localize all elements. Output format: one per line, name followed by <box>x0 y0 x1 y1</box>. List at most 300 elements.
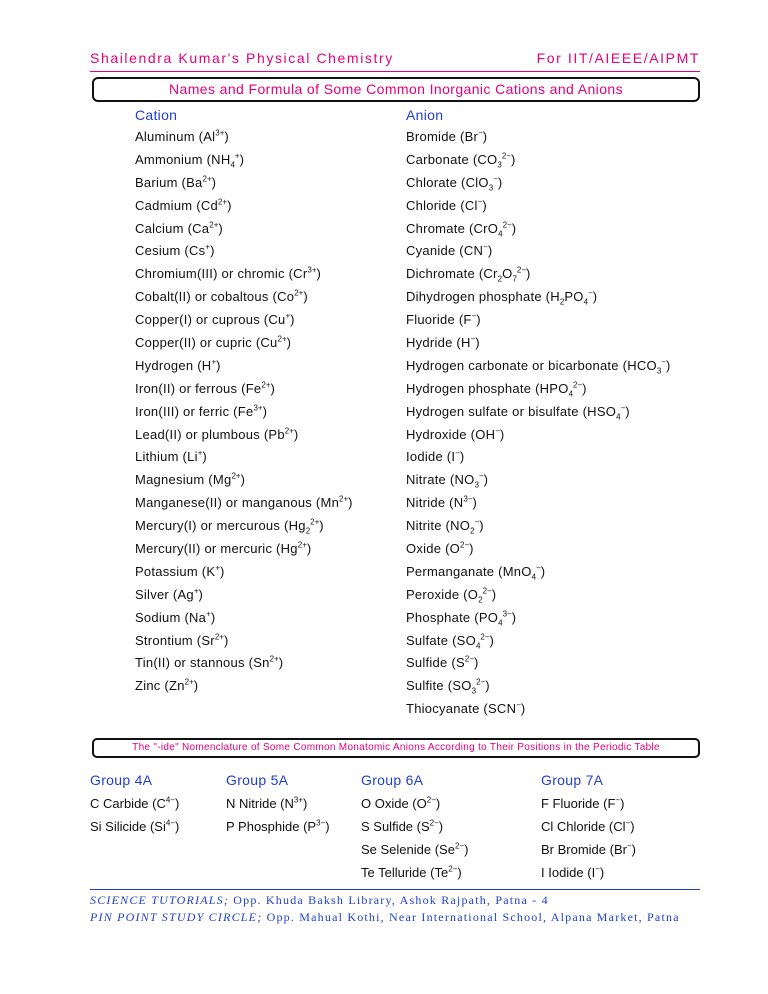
ion-list-item <box>406 492 671 515</box>
ion-charge: − <box>478 472 484 482</box>
ion-subscript: 4 <box>230 160 235 170</box>
ion-list-item <box>406 675 671 698</box>
ion-list-item <box>135 263 353 286</box>
ion-name: Dihydrogen phosphate (H <box>406 289 560 305</box>
ion-charge: − <box>474 517 480 527</box>
ion-list-item <box>406 652 671 675</box>
ion-list-item <box>406 469 671 492</box>
ion-text: ) <box>499 426 505 442</box>
ion-list-item <box>406 424 671 447</box>
ion-name: Zinc (Zn <box>135 678 185 694</box>
ion-text: ) <box>665 357 671 373</box>
ion-text: ) <box>224 129 230 144</box>
ion-subscript: 3 <box>471 686 477 696</box>
ion-name: Bromide (Br <box>406 129 479 144</box>
ion-charge: 2+ <box>209 220 219 230</box>
ion-charge: 2− <box>502 220 512 230</box>
ion-text: ) <box>303 796 308 811</box>
ion-text: ) <box>435 796 441 811</box>
ion-charge: − <box>477 197 483 207</box>
ion-charge: 3+ <box>253 403 263 413</box>
ion-subscript: 2 <box>470 526 475 536</box>
ion-text: ) <box>469 541 474 557</box>
ion-charge: 2− <box>429 818 439 828</box>
ion-list-item <box>226 792 330 815</box>
ion-name: Lead(II) or plumbous (Pb <box>135 426 285 442</box>
ion-name: Iodide (I <box>406 449 456 465</box>
ion-name: S Sulfide (S <box>361 819 430 834</box>
ion-subscript: 4 <box>616 412 621 422</box>
ion-subscript: 2 <box>305 526 311 536</box>
ion-text: ) <box>625 403 630 419</box>
ion-charge: 2+ <box>339 494 349 504</box>
ion-text: ) <box>582 380 587 396</box>
ion-charge: 2+ <box>297 540 307 550</box>
ion-subscript: 3 <box>474 480 479 490</box>
group-heading: Group 4A <box>90 772 153 788</box>
ion-text: ) <box>306 541 312 557</box>
ion-charge: 2− <box>480 632 490 642</box>
ion-subscript: 4 <box>568 389 574 399</box>
ion-name: Nitrite (NO <box>406 518 471 534</box>
ion-name: Ammonium (NH <box>135 151 231 167</box>
ion-charge: 2− <box>426 795 436 805</box>
ion-name: Potassium (K <box>135 563 216 579</box>
ion-text: ) <box>475 335 480 351</box>
ion-name: F Fluoride (F <box>541 796 616 811</box>
ion-charge: 2+ <box>310 517 320 527</box>
ion-list-item <box>135 630 353 653</box>
ion-text: ) <box>325 819 330 834</box>
ion-text: ) <box>599 865 605 880</box>
ion-list-item <box>135 195 353 218</box>
ion-list-item <box>406 218 671 241</box>
footer-line-1 <box>90 893 549 908</box>
ion-name: Chloride (Cl <box>406 197 478 213</box>
ion-text: ) <box>485 678 490 694</box>
ion-name: O Oxide (O <box>361 796 427 811</box>
ion-subscript: 4 <box>583 297 589 307</box>
ion-text: ) <box>464 842 469 857</box>
ion-list-item <box>135 492 353 515</box>
ion-text: ) <box>457 865 462 880</box>
ion-text: ) <box>303 289 308 305</box>
ion-charge: 2+ <box>284 426 294 436</box>
group-item-list <box>226 792 330 838</box>
ion-subscript: 2 <box>478 595 483 605</box>
ion-charge: 2+ <box>294 288 304 298</box>
ion-name: Nitride (N <box>406 495 464 511</box>
ion-text: ) <box>620 796 625 811</box>
ion-subscript: 2 <box>497 274 503 284</box>
ion-text: ) <box>210 609 216 625</box>
ion-list-item <box>135 126 353 149</box>
ion-list-item <box>361 838 468 861</box>
ion-name: Tin(II) or stannous (Sn <box>135 655 270 671</box>
ion-subscript: 3 <box>488 183 494 193</box>
ion-text: ) <box>239 151 245 167</box>
ion-name: Iron(II) or ferrous (Fe <box>135 380 262 396</box>
ion-name: Aluminum (Al <box>135 129 216 144</box>
ion-text: ) <box>202 449 207 465</box>
ion-name: Strontium (Sr <box>135 632 215 648</box>
ion-text: ) <box>348 495 353 511</box>
ion-text: ) <box>487 243 493 259</box>
ion-name: Sulfate (SO <box>406 632 476 648</box>
ion-name: Manganese(II) or manganous (Mn <box>135 495 340 511</box>
ion-name: Hydrogen phosphate (HPO <box>406 380 569 396</box>
ion-text: ) <box>511 220 517 236</box>
ion-name: Dichromate (Cr <box>406 266 498 282</box>
ion-text: ) <box>227 197 232 213</box>
ion-list-item <box>541 838 636 861</box>
ion-name: Thiocyanate (SCN <box>406 701 517 717</box>
table-title: Names and Formula of Some Common Inorganic Cations and Anions <box>92 77 700 102</box>
ion-name: Sodium (Na <box>135 609 207 625</box>
anion-column-heading: Anion <box>406 107 444 123</box>
ion-name: Magnesium (Mg <box>135 472 232 488</box>
ion-text: ) <box>286 335 292 351</box>
ion-text: ) <box>511 609 517 625</box>
ion-text: ) <box>497 174 503 190</box>
ion-list-item <box>406 286 671 309</box>
ion-subscript: 4 <box>475 641 481 651</box>
ion-list-item <box>406 630 671 653</box>
ion-charge: 2+ <box>231 472 241 482</box>
ion-charge: 3− <box>502 609 512 619</box>
ion-name: Hydrogen sulfate or bisulfate (HSO <box>406 403 617 419</box>
ion-text: ) <box>510 151 516 167</box>
ion-charge: 2+ <box>202 174 212 184</box>
ion-text: PO <box>564 289 584 305</box>
ion-name: Barium (Ba <box>135 174 203 190</box>
ion-name: Cyanide (CN <box>406 243 484 259</box>
ion-name: Copper(I) or cuprous (Cu <box>135 312 286 328</box>
footer-text-2: Opp. Mahual Kothi, Near International School, Alpana Market, Patna <box>262 910 680 924</box>
ion-charge: − <box>516 700 521 710</box>
ion-name: Se Selenide (Se <box>361 842 455 857</box>
ion-text: ) <box>211 174 217 190</box>
ion-text: ) <box>293 426 299 442</box>
ion-text: ) <box>520 701 526 717</box>
footer-label-2: PIN POINT STUDY CIRCLE; <box>90 910 263 924</box>
ion-charge: 2− <box>573 380 583 390</box>
ion-list-item <box>406 240 671 263</box>
ion-name: Fluoride (F <box>406 312 472 328</box>
ion-charge: − <box>661 357 666 367</box>
ion-list-item <box>135 561 353 584</box>
footer-text-1: Opp. Khuda Baksh Library, Ashok Rajpath, Patna - 4 <box>229 893 549 907</box>
ion-name: Sulfide (S <box>406 655 465 671</box>
ion-text: ) <box>198 586 204 602</box>
ion-charge: 2− <box>501 151 511 161</box>
ion-charge: 3+ <box>307 266 317 276</box>
ion-charge: − <box>595 864 600 874</box>
ion-list-item <box>135 240 353 263</box>
ion-name: Nitrate (NO <box>406 472 475 488</box>
ion-name: I Iodide (I <box>541 865 596 880</box>
ion-list-item <box>135 607 353 630</box>
ion-name: C Carbide (C <box>90 796 166 811</box>
ion-charge: + <box>193 586 199 596</box>
ion-list-item <box>90 792 179 815</box>
ion-list-item <box>135 469 353 492</box>
ion-name: Hydride (H <box>406 335 471 351</box>
ion-list-item <box>406 332 671 355</box>
group-4a <box>90 768 179 838</box>
ion-charge: − <box>625 818 631 828</box>
ion-list-item <box>406 309 671 332</box>
ion-subscript: 3 <box>656 366 662 376</box>
ion-charge: 4− <box>165 818 175 828</box>
ion-text: ) <box>278 655 284 671</box>
ion-name: Hydrogen (H <box>135 357 212 373</box>
header-rule <box>90 71 700 72</box>
ion-text: ) <box>592 289 598 305</box>
ion-list-item <box>406 584 671 607</box>
ion-list-item <box>361 792 468 815</box>
ion-charge: − <box>471 311 477 321</box>
ion-list-item <box>406 698 671 721</box>
ion-charge: 2+ <box>277 334 287 344</box>
ion-charge: 3+ <box>215 128 225 138</box>
ion-list-item <box>406 378 671 401</box>
ion-list-item <box>406 607 671 630</box>
ion-name: Cesium (Cs <box>135 243 206 259</box>
ion-charge: 3− <box>316 818 326 828</box>
group-item-list <box>541 792 636 884</box>
ion-name: P Phosphide (P <box>226 819 317 834</box>
ion-charge: 2+ <box>214 632 224 642</box>
ion-text: ) <box>262 403 268 419</box>
ion-name: Iron(III) or ferric (Fe <box>135 403 254 419</box>
ion-charge: − <box>626 841 632 851</box>
ion-charge: + <box>211 357 217 367</box>
ion-name: Mercury(II) or mercuric (Hg <box>135 541 298 557</box>
ion-charge: 2− <box>460 540 470 550</box>
ion-charge: + <box>215 563 220 573</box>
ion-text: O <box>502 266 513 282</box>
ion-name: Oxide (O <box>406 541 461 557</box>
page-header-right: For IIT/AIEEE/AIPMT <box>536 50 700 66</box>
ion-name: Chromium(III) or chromic (Cr <box>135 266 308 282</box>
ion-list-item <box>406 195 671 218</box>
ion-charge: − <box>493 174 498 184</box>
ion-charge: 2− <box>476 678 486 688</box>
ion-name: Carbonate (CO <box>406 151 498 167</box>
ion-list-item <box>541 792 636 815</box>
ion-text: ) <box>476 312 481 328</box>
ion-text: ) <box>193 678 199 694</box>
ion-list-item <box>135 355 353 378</box>
group-heading: Group 5A <box>226 772 289 788</box>
ion-list-item <box>135 332 353 355</box>
ion-name: Lithium (Li <box>135 449 198 465</box>
ion-list-item <box>135 401 353 424</box>
ion-charge: + <box>285 311 291 321</box>
ion-charge: + <box>205 243 211 253</box>
ion-list-item <box>541 861 636 884</box>
ion-name: Permanganate (MnO <box>406 563 532 579</box>
ion-list-item <box>135 149 353 172</box>
ion-subscript: 3 <box>497 160 502 170</box>
ion-subscript: 4 <box>531 572 537 582</box>
group-heading: Group 6A <box>361 772 424 788</box>
ion-name: Sulfite (SO <box>406 678 472 694</box>
footer-rule <box>90 889 700 890</box>
ion-charge: 2− <box>482 586 492 596</box>
ion-list-item <box>135 378 353 401</box>
ion-text: ) <box>210 243 215 259</box>
ion-charge: + <box>206 609 211 619</box>
ion-list-item <box>406 149 671 172</box>
group-item-list <box>90 792 179 838</box>
ion-name: Si Silicide (Si <box>90 819 166 834</box>
ion-list-item <box>135 172 353 195</box>
ion-list-item <box>541 815 636 838</box>
ion-charge: 2+ <box>269 655 279 665</box>
ion-text: ) <box>290 312 295 328</box>
ion-charge: 2− <box>454 841 465 851</box>
ion-charge: − <box>536 563 541 573</box>
ion-name: Cl Chloride (Cl <box>541 819 626 834</box>
ion-charge: − <box>588 288 593 298</box>
ion-list-item <box>135 424 353 447</box>
ion-text: ) <box>472 495 478 511</box>
anion-list <box>406 126 671 721</box>
ion-list-item <box>90 815 179 838</box>
ion-name: Calcium (Ca <box>135 220 210 236</box>
ion-list-item <box>135 675 353 698</box>
ion-text: ) <box>483 472 489 488</box>
ion-list-item <box>135 538 353 561</box>
ion-charge: − <box>478 128 483 138</box>
ion-text: ) <box>482 197 487 213</box>
ion-list-item <box>135 218 353 241</box>
ion-text: ) <box>479 518 484 534</box>
ion-name: Hydrogen carbonate or bicarbonate (HCO <box>406 357 657 373</box>
ion-charge: 2− <box>448 864 458 874</box>
ion-text: ) <box>174 796 180 811</box>
group-6a <box>361 768 468 884</box>
ion-text: ) <box>438 819 444 834</box>
ion-charge: 3− <box>463 494 473 504</box>
ion-text: ) <box>219 563 225 579</box>
ion-name: Mercury(I) or mercurous (Hg <box>135 518 306 534</box>
cation-list <box>135 126 353 698</box>
ion-name: Peroxide (O <box>406 586 479 602</box>
footer-line-2 <box>90 910 680 925</box>
ion-text: ) <box>216 357 221 373</box>
ion-charge: 2− <box>464 655 474 665</box>
ion-text: ) <box>174 819 180 834</box>
ion-subscript: 2 <box>559 297 565 307</box>
ion-subscript: 7 <box>512 274 517 284</box>
ion-text: ) <box>319 518 324 534</box>
ion-name: Chromate (CrO <box>406 220 499 236</box>
ion-list-item <box>406 401 671 424</box>
ion-text: ) <box>316 266 322 282</box>
ion-list-item <box>135 515 353 538</box>
ion-charge: − <box>455 449 460 459</box>
ion-text: ) <box>459 449 465 465</box>
ion-list-item <box>135 286 353 309</box>
ion-name: Silver (Ag <box>135 586 194 602</box>
ion-list-item <box>406 263 671 286</box>
ion-charge: 4− <box>165 795 175 805</box>
ion-text: ) <box>482 129 488 144</box>
ion-subscript: 4 <box>498 618 503 628</box>
group-7a <box>541 768 636 884</box>
ion-list-item <box>135 446 353 469</box>
group-5a <box>226 768 330 838</box>
ion-list-item <box>361 815 468 838</box>
ion-name: Copper(II) or cupric (Cu <box>135 335 278 351</box>
ion-list-item <box>135 309 353 332</box>
ion-text: ) <box>218 220 223 236</box>
ion-name: N Nitride (N <box>226 796 294 811</box>
ion-charge: − <box>620 403 626 413</box>
ion-text: ) <box>489 632 495 648</box>
group-heading: Group 7A <box>541 772 604 788</box>
ion-charge: − <box>470 334 476 344</box>
ion-name: Hydroxide (OH <box>406 426 496 442</box>
ion-charge: + <box>234 151 240 161</box>
ion-list-item <box>361 861 468 884</box>
ion-subscript: 4 <box>498 229 503 239</box>
ide-nomenclature-title: The "-ide" Nomenclature of Some Common Monatomic Anions According to Their Positions in the Periodic Table <box>92 738 700 758</box>
ion-name: Br Bromide (Br <box>541 842 627 857</box>
ion-name: Cadmium (Cd <box>135 197 218 213</box>
ion-charge: − <box>495 426 500 436</box>
ion-list-item <box>226 815 330 838</box>
ion-text: ) <box>631 842 636 857</box>
ion-list-item <box>406 538 671 561</box>
ion-list-item <box>406 446 671 469</box>
ion-list-item <box>135 652 353 675</box>
ion-list-item <box>135 584 353 607</box>
ion-name: Te Telluride (Te <box>361 865 449 880</box>
ion-text: ) <box>270 380 276 396</box>
cation-column-heading: Cation <box>135 107 178 123</box>
ion-text: ) <box>526 266 531 282</box>
ion-charge: 2+ <box>184 678 194 688</box>
ion-charge: − <box>483 243 488 253</box>
ion-text: ) <box>223 632 229 648</box>
ion-text: ) <box>240 472 246 488</box>
ion-text: ) <box>630 819 635 834</box>
ion-list-item <box>406 126 671 149</box>
ion-list-item <box>406 561 671 584</box>
ion-text: ) <box>474 655 479 671</box>
ion-charge: 2− <box>516 266 527 276</box>
ion-charge: 2+ <box>261 380 271 390</box>
ion-text: ) <box>491 586 497 602</box>
ion-text: ) <box>540 563 546 579</box>
ion-charge: 3+ <box>293 795 304 805</box>
ion-charge: + <box>197 449 203 459</box>
ion-list-item <box>406 355 671 378</box>
ion-list-item <box>406 515 671 538</box>
ion-charge: − <box>615 795 621 805</box>
footer-label-1: SCIENCE TUTORIALS; <box>90 893 230 907</box>
group-item-list <box>361 792 468 884</box>
ion-charge: 2+ <box>217 197 228 207</box>
page-header-left: Shailendra Kumar's Physical Chemistry <box>90 50 394 66</box>
ion-list-item <box>406 172 671 195</box>
ion-name: Cobalt(II) or cobaltous (Co <box>135 289 295 305</box>
ion-name: Phosphate (PO <box>406 609 499 625</box>
